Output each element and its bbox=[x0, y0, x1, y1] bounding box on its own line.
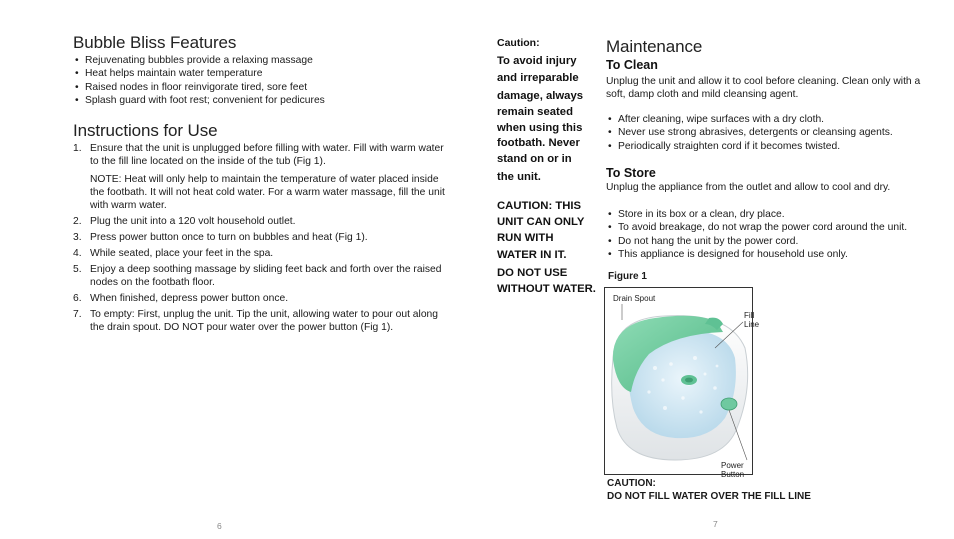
caution-line: DO NOT USE WITHOUT WATER. bbox=[497, 267, 596, 295]
step-text: Ensure that the unit is unplugged before filling with water. Fill with warm water to the fill line located on the inside of the tub (Fig 1). bbox=[90, 143, 444, 167]
step-item bbox=[73, 215, 445, 228]
instructions-title: Instructions for Use bbox=[73, 121, 218, 140]
caution-line: damage, always remain seated when using this footbath. Never stand on or in bbox=[497, 90, 584, 165]
figure-caution-text: DO NOT FILL WATER OVER THE FILL LINE bbox=[607, 491, 811, 502]
clean-bullets bbox=[606, 113, 936, 153]
page-number-right: 7 bbox=[713, 519, 718, 529]
step-item bbox=[73, 263, 445, 289]
step-text: Press power button once to turn on bubbles and heat (Fig 1). bbox=[90, 232, 368, 243]
to-store-title: To Store bbox=[606, 166, 656, 180]
step-item bbox=[73, 247, 445, 260]
step-number: 3. bbox=[73, 232, 82, 243]
step-item bbox=[73, 308, 445, 334]
figure-caution-heading: CAUTION: bbox=[607, 478, 656, 489]
store-bullet: • Do not hang the unit by the power cord. bbox=[606, 235, 946, 248]
step-text: Plug the unit into a 120 volt household outlet. bbox=[90, 216, 296, 227]
to-clean-text: Unplug the unit and allow it to cool before cleaning. Clean only with a soft, damp cloth and mild cleansing agent. bbox=[606, 76, 921, 101]
figure-1-box bbox=[604, 287, 760, 479]
step-number: 6. bbox=[73, 293, 82, 304]
caution-line: CAUTION: THIS UNIT CAN ONLY RUN WITH bbox=[497, 200, 585, 244]
clean-bullet: • After cleaning, wipe surfaces with a dry cloth. bbox=[606, 113, 936, 126]
step-number: 1. bbox=[73, 143, 82, 154]
footbath-illustration bbox=[605, 288, 752, 474]
clean-bullet: • Periodically straighten cord if it becomes twisted. bbox=[606, 140, 936, 153]
step-number: 5. bbox=[73, 264, 82, 275]
step-item bbox=[73, 142, 445, 212]
caution-line: and irreparable bbox=[497, 72, 579, 85]
clean-bullet: • Never use strong abrasives, detergents or cleansing agents. bbox=[606, 126, 936, 139]
step-text: To empty: First, unplug the unit. Tip the unit, allowing water to pour out along the drain spout. DO NOT pour water over the power button (Fig 1). bbox=[90, 309, 439, 333]
step-number: 2. bbox=[73, 216, 82, 227]
callout-drain-spout: Drain Spout bbox=[613, 294, 656, 303]
instructions-list bbox=[73, 142, 445, 337]
features-list bbox=[73, 54, 453, 107]
caution-line: To avoid injury bbox=[497, 54, 577, 67]
step-text: When finished, depress power button once. bbox=[90, 293, 289, 304]
step-text: Enjoy a deep soothing massage by sliding feet back and forth over the raised nodes on the footbath floor. bbox=[90, 264, 442, 288]
step-number: 4. bbox=[73, 248, 82, 259]
caution-line: the unit. bbox=[497, 170, 541, 183]
side-caution bbox=[497, 36, 597, 298]
store-bullets bbox=[606, 208, 946, 261]
step-note: NOTE: Heat will only help to maintain the temperature of water placed inside the footbath. It will not heat cold water. For a warm water massage, fill the unit with warm water. bbox=[90, 174, 445, 211]
feature-item: • Rejuvenating bubbles provide a relaxing massage bbox=[73, 54, 453, 67]
step-text: While seated, place your feet in the spa. bbox=[90, 248, 274, 259]
feature-item: • Splash guard with foot rest; convenient for pedicures bbox=[73, 94, 453, 107]
to-store-text: Unplug the appliance from the outlet and allow to cool and dry. bbox=[606, 182, 891, 193]
callout-power-button: Power Button bbox=[721, 461, 745, 479]
step-item bbox=[73, 231, 445, 244]
features-title: Bubble Bliss Features bbox=[73, 33, 237, 52]
maintenance-title: Maintenance bbox=[606, 37, 703, 56]
feature-item: • Heat helps maintain water temperature bbox=[73, 67, 453, 80]
store-bullet: • Store in its box or a clean, dry place. bbox=[606, 208, 946, 221]
caution-line: WATER IN IT. bbox=[497, 249, 567, 262]
to-clean-title: To Clean bbox=[606, 58, 658, 72]
store-bullet: • This appliance is designed for household use only. bbox=[606, 248, 946, 261]
step-number: 7. bbox=[73, 309, 82, 320]
figure-label: Figure 1 bbox=[608, 271, 647, 282]
store-bullet: • To avoid breakage, do not wrap the power cord around the unit. bbox=[606, 221, 946, 234]
caution-heading: Caution: bbox=[497, 37, 540, 49]
step-item bbox=[73, 292, 445, 305]
page-number-left: 6 bbox=[217, 521, 222, 531]
feature-item: • Raised nodes in floor reinvigorate tired, sore feet bbox=[73, 81, 453, 94]
callout-fill-line: Fill Line bbox=[744, 311, 760, 329]
